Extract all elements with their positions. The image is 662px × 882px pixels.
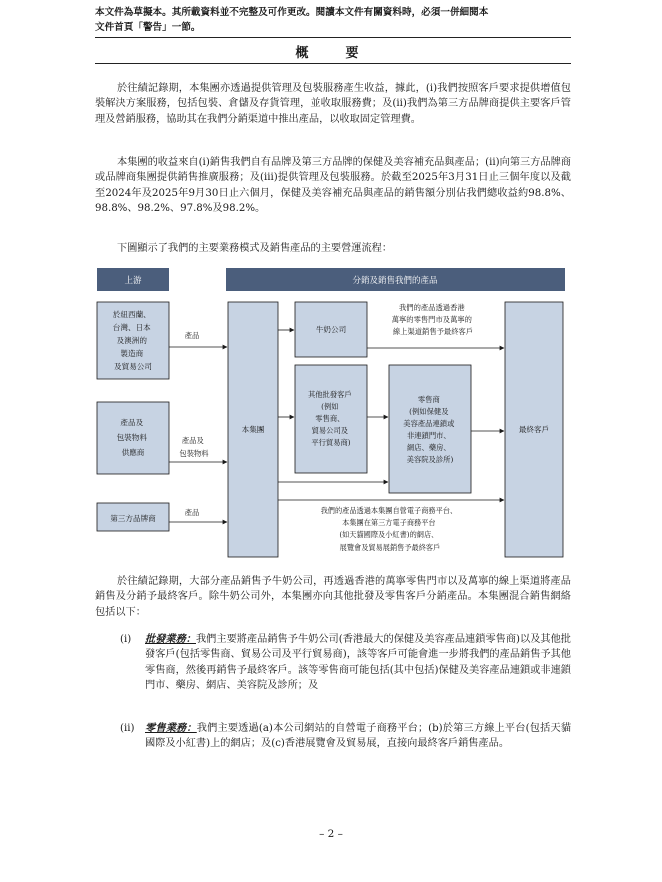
paragraph-sales-network: 於往績記錄期，大部分產品銷售予牛奶公司，再透過香港的萬寧零售門市以及萬寧的線上渠道將產品銷售及分銷予最終客戶。除牛奶公司外，本集團亦向其他批發及零售客戶分銷產品。本集團混合銷售網絡包括以下： <box>95 576 571 618</box>
paragraph-diagram-intro: 下圖顯示了我們的主要業務模式及銷售產品的主要營運流程： <box>117 243 393 254</box>
section-title: 概 要 <box>295 46 371 61</box>
retail-line-6: 美容院及診所) <box>406 455 454 464</box>
nz-line-5: 及貿易公司 <box>114 362 152 371</box>
title-rule <box>95 63 571 64</box>
draft-warning-header <box>95 5 571 35</box>
label-product-3: 產品 <box>184 508 200 517</box>
note-online-3: (如天貓國際及小紅書)的網店、 <box>339 530 439 539</box>
svg-text:產品及 包裝物料 <box>179 436 209 458</box>
dairy-label: 牛奶公司 <box>315 325 347 334</box>
wholesale-line-5: 平行貿易商) <box>311 438 351 447</box>
retail-line-2: (例如保健及 <box>409 407 449 416</box>
nz-line-2: 台灣、日本 <box>112 323 151 332</box>
nz-line-1: 於紐西蘭、 <box>112 310 151 319</box>
svg-text:我們的產品透過香港 萬寧的零售門市及萬寧的 <box>392 303 475 336</box>
wholesale-title: 批發業務： <box>145 633 196 645</box>
label-product-1: 產品 <box>184 331 200 340</box>
label-product-pack-1: 產品及 <box>181 436 204 445</box>
box-retailers <box>389 365 471 493</box>
retail-text: 我們主要透過(a)本公司網站的自營電子商務平台；(b)於第三方線上平台(包括天貓國際及小紅書)上的網店；及(c)香港展覽會及貿易展，直接向最終客戶銷售產品。 <box>145 723 572 750</box>
wholesale-line-4: 貿易公司及 <box>311 426 349 435</box>
retail-line-4: 非連鎖門市、 <box>406 431 451 440</box>
end-customers-label: 最終客戶 <box>518 425 550 434</box>
distribution-header-label: 分銷及銷售我們的產品 <box>352 276 438 286</box>
list-item-retail <box>145 721 571 752</box>
svg-text:於紐西蘭、 台灣、日本 及澳洲的 製 <box>113 309 153 371</box>
pack-line-3: 供應商 <box>121 448 145 457</box>
upstream-header-label: 上游 <box>124 276 142 286</box>
svg-text:我們的產品透過本集團自營電子商務平台、 本集團在第三 <box>321 506 460 552</box>
list-label-retail: (ii) <box>120 723 135 734</box>
business-model-diagram <box>95 265 571 565</box>
pack-line-1: 產品及 <box>120 418 144 427</box>
third-party-label: 第三方品牌商 <box>110 514 156 523</box>
note-online-1: 我們的產品透過本集團自營電子商務平台、 <box>320 506 458 515</box>
header-line-2: 文件首頁「警告」一節。 <box>95 22 201 33</box>
wholesale-line-2: (例如 <box>321 402 339 411</box>
retail-line-3: 美容產品連鎖或 <box>403 419 455 428</box>
nz-line-3: 及澳洲的 <box>116 336 147 345</box>
list-item-wholesale <box>145 632 571 694</box>
group-label: 本集團 <box>241 425 265 434</box>
label-product-pack-2: 包裝物料 <box>179 449 209 458</box>
header-line-1: 本文件為草擬本。其所載資料並不完整及可作更改。閱讀本文件有關資料時，必須一併細閱本 <box>95 7 489 18</box>
note-online-2: 本集團在第三方電子商務平台 <box>342 518 436 527</box>
retail-title: 零售業務： <box>145 722 197 734</box>
retail-line-1: 零售商 <box>417 395 440 404</box>
note-dairy-1: 我們的產品透過香港 <box>399 303 465 312</box>
pack-line-2: 包裝物料 <box>116 433 147 442</box>
note-dairy-3: 線上渠道銷售予最終客戶 <box>392 327 474 336</box>
wholesale-line-3: 零售商、 <box>315 414 345 423</box>
page-number: – 2 – <box>319 828 343 840</box>
retail-line-5: 網店、藥房、 <box>406 443 451 452</box>
note-online-4: 展覽會及貿易展銷售予最終客戶 <box>339 543 441 552</box>
wholesale-line-1: 其他批發客戶 <box>307 390 352 399</box>
paragraph-revenue: 本集團的收益來自(i)銷售我們自有品牌及第三方品牌的保健及美容補充品與產品；(ii)向第三方品牌商或品牌商集團提供銷售推廣服務；及(iii)提供管理及包裝服務。於截至2025年3月31日止三個年度以及截至2024年及2025年9月30日止六個月，保健及美容補充品與產品的銷售額分別佔我們總收益約98.8%、98.8%、98.2%、97.8%及98.2%。 <box>95 157 571 215</box>
paragraph-services: 於往績記錄期，本集團亦透過提供管理及包裝服務產生收益，據此，(i)我們按照客戶要求提供增值包裝解決方案服務，包括包裝、倉儲及存貨管理，並收取服務費；及(ii)我們為第三方品牌商提供主要客戶管理及營銷服務，協助其在我們分銷渠道中推出產品，以收取固定管理費。 <box>95 83 571 125</box>
nz-line-4: 製造商 <box>120 349 144 358</box>
list-label-wholesale: (i) <box>120 634 132 645</box>
header-rule-top <box>95 37 571 38</box>
wholesale-text: 我們主要將產品銷售予牛奶公司(香港最大的保健及美容產品連鎖零售商)以及其他批發客戶(包括零售商、貿易公司及平行貿易商)，該等客戶可能會進一步將我們的產品銷售予其他零售商，然後再銷售予最終客戶。該等零售商可能包括(其中包括)保健及美容產品連鎖或非連鎖門市、藥房、網店、美容院及診所；及 <box>145 634 571 692</box>
note-dairy-2: 萬寧的零售門市及萬寧的 <box>391 315 472 324</box>
